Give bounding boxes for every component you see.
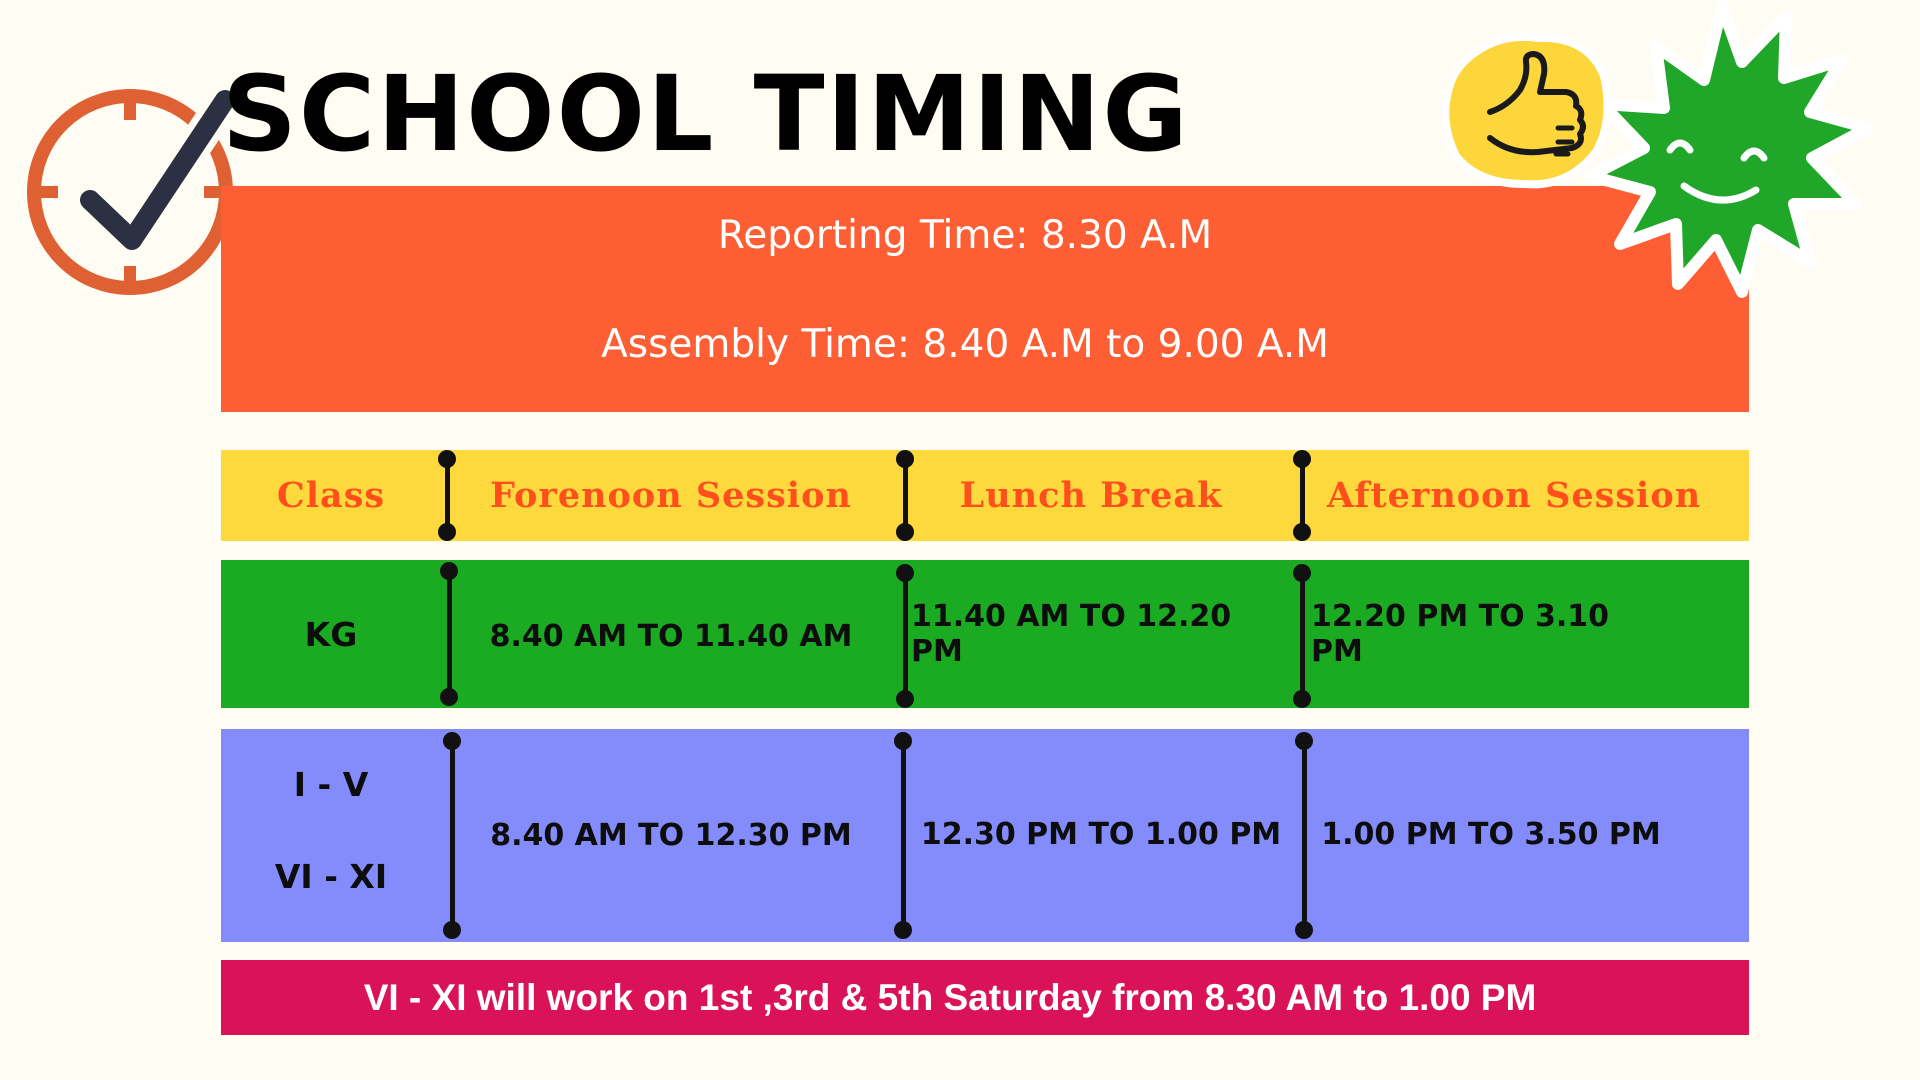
header-afternoon: Afternoon Session xyxy=(1326,475,1702,516)
column-divider xyxy=(1293,450,1311,541)
column-divider xyxy=(1293,564,1311,708)
saturday-note-text: VI - XI will work on 1st ,3rd & 5th Saturday from 8.30 AM to 1.00 PM xyxy=(363,976,1537,1018)
table-header-row xyxy=(221,450,1749,541)
header-class: Class xyxy=(276,475,386,516)
column-divider xyxy=(894,732,912,939)
class-cell: KG xyxy=(304,614,358,654)
saturday-note xyxy=(221,960,1749,1035)
timing-banner xyxy=(221,186,1749,412)
column-divider xyxy=(438,450,456,541)
header-lunch: Lunch Break xyxy=(959,475,1223,516)
smiling-sun-sticker-icon xyxy=(1572,0,1872,305)
table-row xyxy=(221,560,1749,708)
page-title: SCHOOL TIMING xyxy=(222,53,1190,175)
afternoon-cell: 12.20 PM TO 3.10 PM xyxy=(1311,599,1610,669)
column-divider xyxy=(443,732,461,939)
clock-check-icon xyxy=(20,80,246,306)
forenoon-cell: 8.40 AM TO 11.40 AM xyxy=(489,618,853,654)
table-row xyxy=(221,729,1749,942)
reporting-time: Reporting Time: 8.30 A.M xyxy=(717,213,1213,258)
class-cell-primary: I - V xyxy=(293,764,369,804)
column-divider xyxy=(896,564,914,708)
forenoon-cell: 8.40 AM TO 12.30 PM xyxy=(490,818,852,853)
lunch-cell: 11.40 AM TO 12.20 PM xyxy=(911,599,1232,669)
class-cell-secondary: VI - XI xyxy=(274,856,388,896)
afternoon-cell: 1.00 PM TO 3.50 PM xyxy=(1321,816,1661,852)
thumbs-up-sticker-icon xyxy=(1438,28,1614,190)
header-forenoon: Forenoon Session xyxy=(490,475,852,516)
assembly-time: Assembly Time: 8.40 A.M to 9.00 A.M xyxy=(601,322,1329,367)
column-divider xyxy=(440,562,458,706)
lunch-cell: 12.30 PM TO 1.00 PM xyxy=(920,816,1282,852)
column-divider xyxy=(896,450,914,541)
column-divider xyxy=(1295,732,1313,939)
